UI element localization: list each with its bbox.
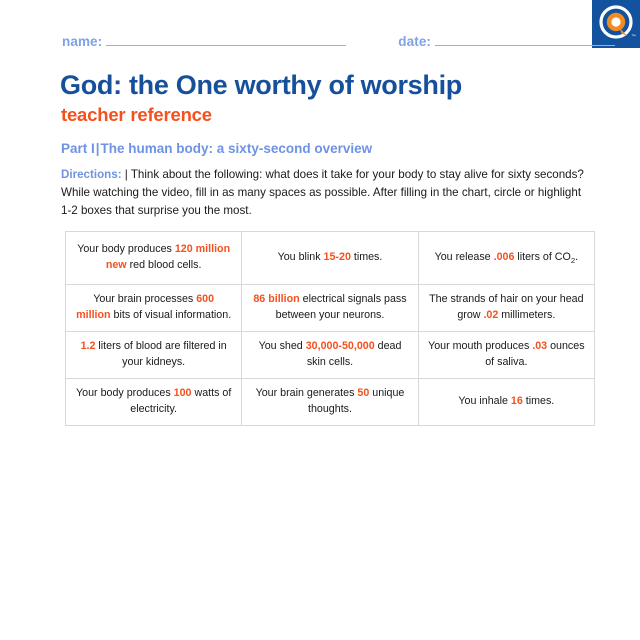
date-field[interactable] [398, 34, 615, 49]
date-label: date: [398, 34, 432, 49]
fact-cell[interactable] [66, 379, 242, 426]
part-separator: | [95, 141, 100, 156]
fact-text: Your body produces [77, 243, 175, 256]
fact-value: 1.2 [80, 340, 96, 353]
directions-separator: | [124, 168, 128, 181]
fact-value: 100 [173, 387, 192, 400]
fact-text: bits of visual information. [110, 309, 232, 321]
page-subtitle: teacher reference [61, 104, 212, 125]
fact-text: liters of blood are filtered in your kidneys. [95, 340, 227, 368]
fact-value: 86 billion [253, 293, 300, 306]
fact-value: 16 [510, 395, 523, 408]
name-label: name: [62, 34, 103, 49]
table-row [66, 285, 595, 332]
page-title: God: the One worthy of worship [60, 70, 462, 100]
fact-text: The strands of hair on your head grow [429, 293, 584, 321]
fact-cell[interactable] [66, 285, 242, 332]
part-heading [61, 141, 372, 157]
svg-text:™: ™ [631, 33, 636, 39]
fact-text: unique thoughts. [308, 387, 405, 415]
fact-text: liters of CO [514, 250, 571, 263]
fact-value: 30,000-50,000 [305, 340, 375, 353]
fact-text: Your brain processes [93, 293, 197, 306]
fact-text: You inhale [458, 395, 511, 408]
fact-value: .006 [493, 250, 515, 263]
fact-cell[interactable] [418, 285, 594, 332]
fact-cell[interactable] [418, 332, 594, 379]
fact-cell[interactable] [242, 285, 418, 332]
fact-text: Your mouth produces [428, 340, 533, 353]
name-input-rule[interactable] [106, 34, 346, 46]
student-fields [62, 34, 640, 49]
fact-cell[interactable] [418, 379, 594, 426]
directions-label: Directions: [61, 168, 122, 181]
fact-text: You shed [258, 340, 306, 353]
fact-text: times. [522, 395, 555, 408]
part-title: The human body: a sixty-second overview [100, 141, 373, 156]
fact-text: ounces of saliva. [485, 340, 585, 368]
fact-value: 600 million [76, 293, 215, 321]
table-body [66, 232, 595, 426]
name-field[interactable] [62, 34, 346, 49]
fact-value: .03 [532, 340, 548, 353]
table-row [66, 332, 595, 379]
fact-text: Your body produces [76, 387, 174, 400]
fact-text: Your brain generates [255, 387, 358, 400]
body-facts-table [65, 231, 595, 426]
fact-text: electrical signals pass between your neurons. [275, 293, 407, 321]
fact-value: 15-20 [323, 251, 351, 264]
fact-text: 2 [570, 255, 576, 265]
fact-cell[interactable] [418, 232, 594, 285]
fact-value: .02 [483, 309, 499, 321]
fact-cell[interactable] [242, 332, 418, 379]
fact-text: watts of electricity. [130, 387, 232, 415]
fact-text: red blood cells. [126, 259, 202, 271]
fact-cell[interactable] [66, 232, 242, 285]
fact-value: 50 [357, 387, 370, 400]
fact-value: 120 million new [105, 243, 231, 271]
table-row [66, 379, 595, 426]
fact-text: You blink [277, 251, 324, 264]
fact-text: . [575, 250, 579, 263]
directions-paragraph [61, 166, 585, 220]
fact-text: times. [350, 251, 383, 264]
fact-text: You release [434, 250, 494, 263]
fact-text: dead skin cells. [306, 340, 402, 368]
directions-body: Think about the following: what does it take for your body to stay alive for sixty seconds? While watching the video, fill in as many spaces as possible. After filling in the chart, circle or highlight 1-2 boxes that surprise you the most. [61, 168, 584, 217]
date-input-rule[interactable] [435, 34, 615, 46]
fact-text: millimeters. [498, 309, 556, 321]
part-number: Part I [61, 141, 95, 156]
table-row [66, 232, 595, 285]
fact-cell[interactable] [66, 332, 242, 379]
fact-cell[interactable] [242, 379, 418, 426]
fact-cell[interactable] [242, 232, 418, 285]
